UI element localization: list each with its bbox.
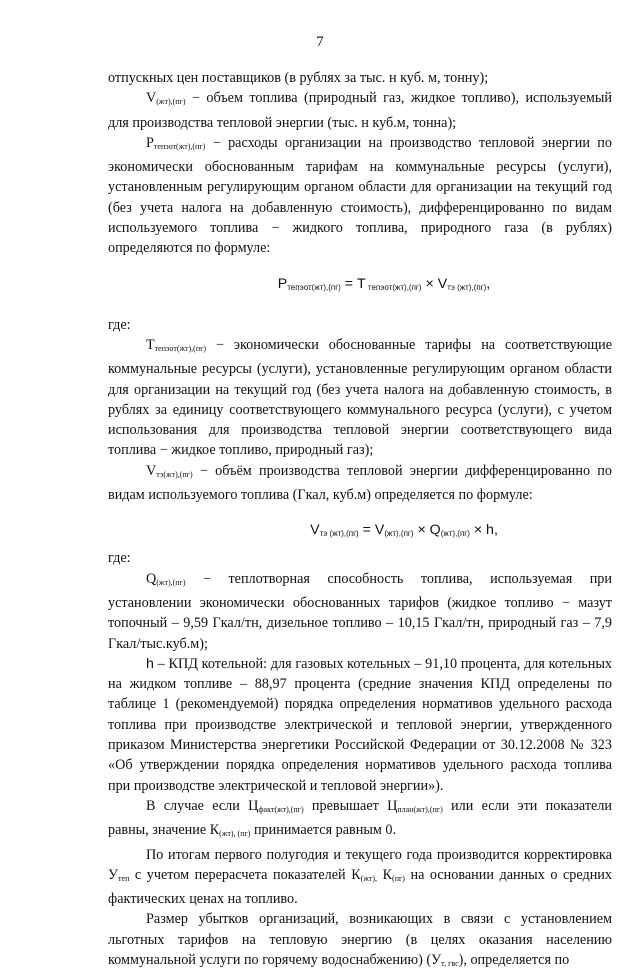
formula-2: $V_{тэ (жт),(пг)} = V_{(жт),(пг)} \times Q_{(жт),(пг)} \times h$, bbox=[310, 522, 498, 539]
paragraph-1: отпускных цен поставщиков (в рублях за тыс. н куб. м, тонну); bbox=[108, 70, 489, 86]
paragraph-8: В случае если $Ц_{факт(жт),(пг)}$ превышает $Ц_{план(жт),(пг)}$ или если эти показатели равны, значение $К_{(жт), (пг)}$ принимается равным 0. bbox=[108, 797, 612, 839]
paragraph-10: Размер убытков организаций, возникающих в связи с установлением льготных тарифов на тепловую энергию (в целях оказания населению коммунальной услуги по горячему водоснабжению) $(У_{т, гвс})$, определяется по bbox=[108, 911, 612, 968]
page-number: 7 bbox=[316, 34, 324, 50]
paragraph-4: $Т_{тепэот(жт),(пг)}$ − экономически обоснованные тарифы на соответствующие коммунальные ресурсы (услуги), установленные регулирующим органом области для организации на текущий год (без учета налога на добавленную стоимость, в рублях за единицу соответствующего коммунального ресурса (услуги), с учетом использования для производства тепловой энергии соответствующего вида топлива − жидкое топливо, природный газ); bbox=[108, 336, 612, 459]
paragraph-9: По итогам первого полугодия и текущего года производится корректировка $У_{теп}$ с учетом перерасчета показателей $К_{(жт),}$ $К_{(пг)}$ на основании данных о средних фактических ценах на топливо. bbox=[108, 846, 612, 908]
paragraph-7: h – КПД котельной: для газовых котельных – 91,10 процента, для котельных на жидком топливе – 88,97 процента (средние значения КПД определены по таблице 1 (рекомендуемой) порядка определения нормативов удельного расхода топлива при производстве электрической и тепловой энергии, утвержденного приказом Министерства энергетики Российской Федерации от 30.12.2008 № 323 «Об утверждении порядка определения нормативов удельного расхода топлива при производстве электрической и тепловой энергии»). bbox=[108, 655, 612, 794]
where-label-1: где: bbox=[108, 316, 131, 333]
where-label-2: где: bbox=[108, 550, 131, 567]
document-body bbox=[108, 68, 612, 974]
formula-1: $Р_{тепэот(жт),(пг)} = Т$ $_{тепэот(жт),(пг)} \times V_{тэ (жт),(пг)}$, bbox=[277, 275, 491, 292]
paragraph-3: $Р_{тепэот(жт),(пг)}$ − расходы организации на производство тепловой энергии по экономически обоснованным тарифам на коммунальные ресурсы (услуги), установленным регулирующим органом области для организации на текущий год (без учета налога на добавленную стоимость), дифференцированно по видам используемого топлива − жидкого топлива, природного газа (в рублях) определяются по формуле: bbox=[108, 134, 612, 257]
paragraph-2: $V_{(жт),(пг)}$ − объем топлива (природный газ, жидкое топливо), используемый для производства тепловой энергии (тыс. н куб.м, тонна); bbox=[108, 90, 612, 131]
paragraph-5: $V_{тэ(жт),(пг)}$ − объём производства тепловой энергии дифференцированно по видам используемого топлива (Гкал, куб.м) определяется по формуле: bbox=[108, 462, 612, 504]
paragraph-6: $Q_{(жт),(пг)}$ − теплотворная способность топлива, используемая при установлении экономически обоснованных тарифов (жидкое топливо − мазут топочный – 9,59 Гкал/тн, дизельное топливо – 10,15 Гкал/тн, природный газ – 7,9 Гкал/тыс.куб.м); bbox=[108, 570, 612, 652]
